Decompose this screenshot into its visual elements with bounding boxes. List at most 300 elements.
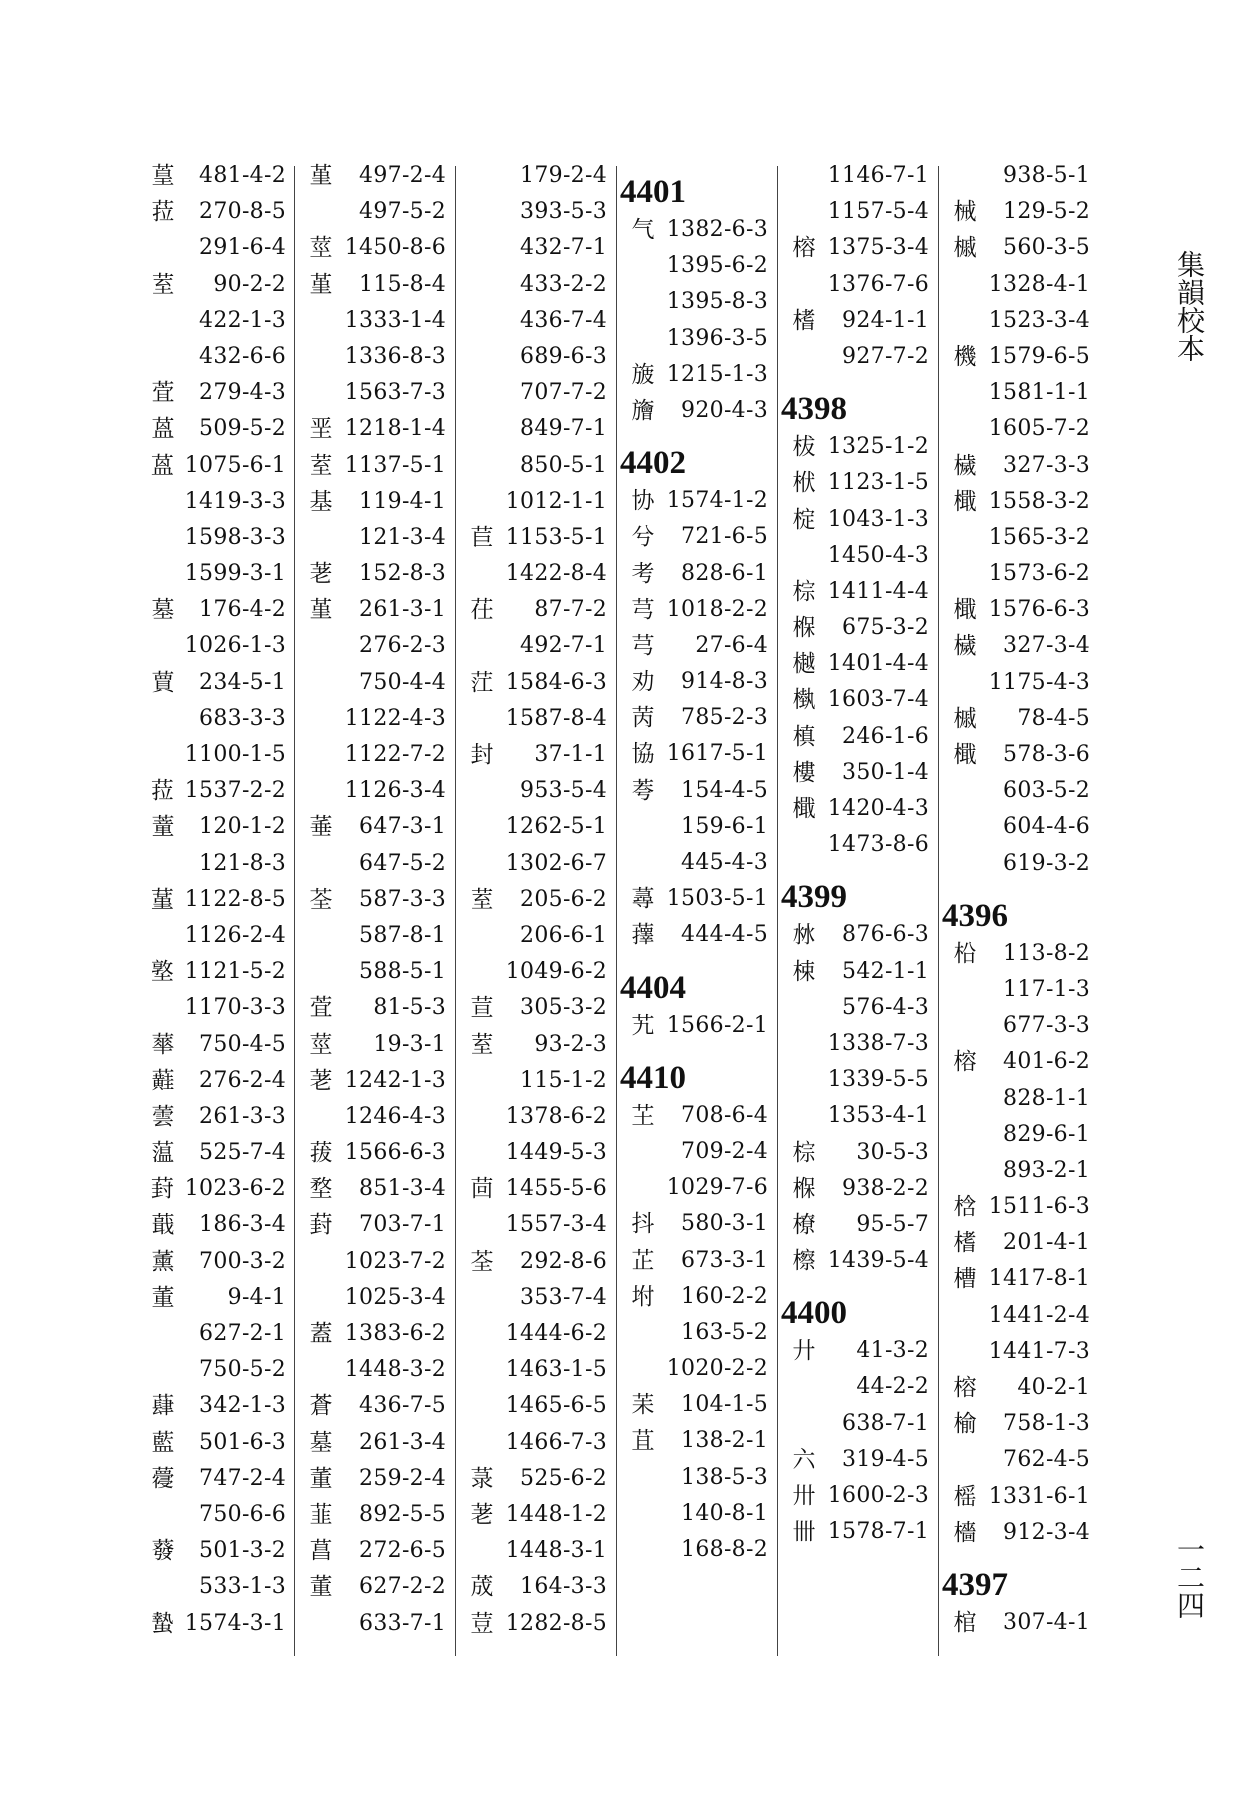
- index-entry: [942, 1044, 1094, 1080]
- entry-reference: 261-3-1: [359, 597, 446, 623]
- entry-character: 蘀: [631, 922, 655, 949]
- entry-character: 荃: [309, 886, 333, 913]
- entry-character: 芎: [631, 632, 655, 659]
- entry-reference: 436-7-5: [359, 1393, 446, 1419]
- entry-reference: 1574-3-1: [184, 1610, 286, 1636]
- entry-character: 荖: [309, 1067, 333, 1094]
- entry-character: 旇: [631, 361, 655, 388]
- entry-reference: 1574-1-2: [666, 488, 768, 514]
- entry-reference: 703-7-1: [359, 1212, 446, 1238]
- entry-reference: 120-1-2: [199, 814, 286, 840]
- section-code: 4400: [781, 1295, 847, 1332]
- entry-character: 芎: [631, 596, 655, 623]
- entry-reference: 1422-8-4: [505, 561, 607, 587]
- index-entry: [942, 1479, 1094, 1515]
- entry-reference: 186-3-4: [199, 1212, 286, 1238]
- index-entry: [298, 411, 450, 447]
- index-entry: [781, 194, 933, 230]
- index-entry: [298, 701, 450, 737]
- index-entry: [620, 845, 772, 881]
- index-entry: [620, 1098, 772, 1134]
- entry-reference: 1587-8-4: [505, 705, 607, 731]
- entry-reference: 1581-1-1: [988, 380, 1090, 406]
- entry-character: 荎: [470, 1031, 494, 1058]
- page-number: 一二四: [1173, 1535, 1206, 1619]
- entry-reference: 1395-8-3: [666, 289, 768, 315]
- section-code: 4402: [620, 445, 686, 482]
- entry-reference: 1170-3-3: [184, 995, 286, 1021]
- column-divider: [616, 166, 617, 1656]
- index-entry: [781, 646, 933, 682]
- entry-reference: 160-2-2: [681, 1283, 768, 1309]
- index-entry: [781, 1207, 933, 1243]
- column-divider: [938, 166, 939, 1656]
- entry-reference: 1020-2-2: [666, 1356, 768, 1382]
- entry-character: 檝: [953, 742, 977, 768]
- index-entry: [781, 429, 933, 465]
- entry-reference: 1325-1-2: [827, 434, 929, 460]
- index-entry: [459, 1461, 611, 1497]
- index-entry: [620, 393, 772, 429]
- entry-reference: 307-4-1: [1003, 1609, 1090, 1635]
- entry-character: 坿: [631, 1283, 655, 1310]
- index-entry: [942, 592, 1094, 628]
- index-entry: [140, 628, 290, 664]
- section-heading: [620, 158, 772, 212]
- section-code: 4397: [942, 1566, 1008, 1603]
- entry-reference: 1411-4-4: [827, 578, 929, 604]
- entry-reference: 683-3-3: [199, 705, 286, 731]
- index-entry: [459, 737, 611, 773]
- entry-character: 韮: [309, 1501, 333, 1528]
- section-heading: [942, 882, 1094, 936]
- entry-reference: 246-1-6: [842, 723, 929, 749]
- index-entry: [298, 990, 450, 1026]
- index-entry: [298, 1207, 450, 1243]
- entry-reference: 1600-2-3: [827, 1483, 929, 1508]
- entry-reference: 1605-7-2: [988, 416, 1090, 442]
- entry-character: 苪: [631, 705, 655, 732]
- index-entry: [459, 1497, 611, 1533]
- entry-reference: 851-3-4: [359, 1176, 446, 1202]
- entry-reference: 276-2-4: [199, 1067, 286, 1093]
- index-entry: [781, 538, 933, 574]
- entry-reference: 350-1-4: [842, 759, 929, 785]
- index-entry: [781, 827, 933, 863]
- index-entry: [140, 1425, 290, 1461]
- entry-character: 茴: [470, 1176, 494, 1203]
- index-entry: [459, 665, 611, 701]
- index-entry: [459, 556, 611, 592]
- entry-reference: 1417-8-1: [988, 1266, 1090, 1292]
- entry-reference: 1282-8-5: [505, 1610, 607, 1636]
- index-entry: [459, 1569, 611, 1605]
- index-entry: [298, 1533, 450, 1569]
- entry-character: 莖: [309, 1031, 333, 1058]
- index-entry: [140, 592, 290, 628]
- entry-character: 荎: [151, 271, 175, 298]
- entry-reference: 259-2-4: [359, 1465, 446, 1491]
- entry-reference: 40-2-1: [1017, 1375, 1090, 1400]
- section-heading: [781, 863, 933, 917]
- entry-character: 苿: [631, 1392, 655, 1419]
- entry-character: 梒: [953, 1194, 977, 1221]
- entry-character: 菈: [151, 199, 175, 226]
- entry-character: 墓: [151, 597, 175, 624]
- index-entry: [140, 448, 290, 484]
- entry-reference: 1617-5-1: [666, 741, 768, 767]
- entry-reference: 1566-6-3: [344, 1140, 446, 1166]
- entry-character: 垩: [309, 416, 333, 443]
- entry-character: 葑: [150, 1176, 174, 1203]
- entry-reference: 785-2-3: [681, 705, 768, 731]
- entry-character: 荿: [470, 1574, 494, 1601]
- entry-reference: 675-3-2: [842, 615, 929, 641]
- entry-character: 榣: [953, 1483, 977, 1510]
- entry-reference: 327-3-4: [1003, 633, 1090, 659]
- entry-reference: 279-4-3: [199, 380, 286, 406]
- entry-reference: 93-2-3: [534, 1031, 607, 1057]
- index-entry: [459, 267, 611, 303]
- entry-reference: 721-6-5: [681, 524, 768, 550]
- entry-character: 榆: [953, 1411, 977, 1438]
- entry-character: 榰: [792, 307, 816, 334]
- entry-reference: 1302-6-7: [505, 850, 607, 876]
- entry-reference: 201-4-1: [1003, 1230, 1090, 1256]
- index-entry: [942, 303, 1094, 339]
- index-entry: [620, 284, 772, 320]
- entry-reference: 619-3-2: [1003, 850, 1090, 876]
- entry-character: 莖: [309, 235, 333, 262]
- index-entry: [459, 1027, 611, 1063]
- index-entry: [459, 339, 611, 375]
- index-entry: [781, 465, 933, 501]
- index-entry: [140, 701, 290, 737]
- entry-reference: 1246-4-3: [344, 1103, 446, 1129]
- entry-reference: 138-2-1: [681, 1428, 768, 1454]
- entry-reference: 953-5-4: [520, 778, 607, 804]
- index-entry: [298, 230, 450, 266]
- entry-reference: 1153-5-1: [505, 524, 607, 550]
- entry-reference: 1122-4-3: [344, 705, 446, 731]
- entry-reference: 1126-2-4: [184, 922, 286, 948]
- entry-reference: 261-3-4: [359, 1429, 446, 1455]
- index-entry: [140, 809, 290, 845]
- entry-reference: 1578-7-1: [827, 1519, 929, 1545]
- entry-character: 槽: [953, 1266, 977, 1293]
- entry-character: 封: [470, 742, 494, 768]
- entry-character: 檝: [792, 796, 816, 822]
- entry-reference: 163-5-2: [681, 1319, 768, 1345]
- entry-reference: 1396-3-5: [666, 325, 768, 351]
- entry-character: 卌: [792, 1519, 816, 1546]
- index-entry: [459, 628, 611, 664]
- entry-character: 劝: [631, 669, 655, 696]
- index-entry: [140, 1207, 290, 1243]
- entry-reference: 1018-2-2: [666, 596, 768, 622]
- entry-reference: 501-3-2: [199, 1538, 286, 1564]
- section-code: 4396: [942, 897, 1008, 934]
- entry-character: 堇: [309, 597, 333, 624]
- index-entry: [942, 1081, 1094, 1117]
- entry-character: 蟄: [150, 1610, 174, 1637]
- index-entry: [781, 230, 933, 266]
- entry-character: 蕼: [151, 1393, 175, 1420]
- section-heading: [781, 375, 933, 429]
- index-entry: [459, 1171, 611, 1207]
- index-entry: [459, 701, 611, 737]
- entry-reference: 30-5-3: [856, 1139, 929, 1165]
- entry-character: 考: [631, 560, 655, 587]
- entry-character: 葟: [151, 163, 175, 189]
- entry-reference: 117-1-3: [1003, 976, 1090, 1002]
- entry-reference: 305-3-2: [520, 995, 607, 1021]
- index-entry: [781, 303, 933, 339]
- index-entry: [459, 1316, 611, 1352]
- column-divider: [777, 166, 778, 1656]
- entry-reference: 938-5-1: [1003, 163, 1090, 188]
- index-entry: [781, 1406, 933, 1442]
- entry-character: 蕁: [631, 886, 655, 913]
- entry-reference: 205-6-2: [520, 886, 607, 912]
- index-entry: [459, 592, 611, 628]
- entry-character: 協: [631, 741, 655, 768]
- index-entry: [459, 846, 611, 882]
- index-entry: [298, 1099, 450, 1135]
- section-heading: [620, 429, 772, 483]
- entry-character: 荎: [470, 886, 494, 913]
- index-entry: [298, 484, 450, 520]
- index-entry: [298, 520, 450, 556]
- entry-character: 梀: [792, 958, 816, 985]
- index-entry: [459, 1063, 611, 1099]
- entry-character: 椺: [792, 615, 816, 642]
- entry-reference: 709-2-4: [681, 1138, 768, 1164]
- index-entry: [459, 1425, 611, 1461]
- entry-reference: 1137-5-1: [344, 452, 446, 478]
- entry-reference: 444-4-5: [681, 922, 768, 948]
- index-entry: [620, 483, 772, 519]
- entry-reference: 1441-7-3: [988, 1338, 1090, 1364]
- entry-reference: 272-6-5: [359, 1538, 446, 1564]
- index-entry: [781, 1369, 933, 1405]
- entry-reference: 1023-6-2: [184, 1176, 286, 1202]
- index-entry: [620, 321, 772, 357]
- entry-character: 蒕: [150, 452, 174, 479]
- entry-reference: 1439-5-4: [827, 1248, 929, 1274]
- index-entry: [942, 339, 1094, 375]
- entry-reference: 750-4-5: [199, 1031, 286, 1057]
- entry-character: 蓳: [150, 886, 174, 913]
- index-entry: [298, 1352, 450, 1388]
- entry-character: 苣: [470, 524, 494, 551]
- entry-reference: 1353-4-1: [827, 1103, 929, 1129]
- index-entry: [781, 1098, 933, 1134]
- entry-reference: 115-1-2: [520, 1067, 607, 1093]
- index-entry: [298, 773, 450, 809]
- index-entry: [298, 556, 450, 592]
- index-entry: [942, 665, 1094, 701]
- entry-reference: 1523-3-4: [988, 307, 1090, 333]
- index-entry: [140, 1316, 290, 1352]
- entry-character: 蕟: [151, 1538, 175, 1565]
- index-entry: [620, 1206, 772, 1242]
- index-entry: [140, 1533, 290, 1569]
- entry-reference: 121-8-3: [199, 850, 286, 876]
- entry-reference: 1049-6-2: [505, 959, 607, 985]
- index-entry: [459, 1388, 611, 1424]
- entry-reference: 436-7-4: [520, 307, 607, 333]
- entry-character: 蕫: [151, 814, 175, 841]
- index-entry: [140, 1352, 290, 1388]
- entry-character: 檝: [953, 597, 977, 624]
- index-entry: [942, 936, 1094, 972]
- index-entry: [620, 1243, 772, 1279]
- entry-reference: 876-6-3: [842, 922, 929, 948]
- index-entry: [781, 1062, 933, 1098]
- entry-reference: 87-7-2: [534, 597, 607, 623]
- index-entry: [459, 773, 611, 809]
- entry-character: 萓: [151, 380, 175, 407]
- index-entry: [298, 194, 450, 230]
- entry-character: 橑: [792, 1211, 816, 1238]
- entry-reference: 138-5-3: [681, 1464, 768, 1490]
- index-entry: [140, 303, 290, 339]
- index-entry: [620, 212, 772, 248]
- index-entry: [298, 1425, 450, 1461]
- index-entry: [620, 519, 772, 555]
- entry-reference: 1012-1-1: [505, 488, 607, 514]
- entry-reference: 1565-3-2: [988, 524, 1090, 550]
- index-entry: [459, 158, 611, 194]
- entry-reference: 747-2-4: [199, 1465, 286, 1491]
- index-entry: [140, 267, 290, 303]
- index-entry: [459, 448, 611, 484]
- index-entry: [781, 719, 933, 755]
- entry-reference: 587-3-3: [359, 886, 446, 912]
- entry-character: 菝: [309, 1140, 333, 1167]
- entry-reference: 9-4-1: [227, 1284, 286, 1310]
- entry-reference: 152-8-3: [359, 561, 446, 587]
- entry-reference: 261-3-3: [199, 1103, 286, 1129]
- entry-character: 荖: [309, 561, 333, 588]
- entry-reference: 1333-1-4: [344, 307, 446, 333]
- entry-character: 蘉: [151, 1465, 175, 1492]
- entry-reference: 603-5-2: [1003, 778, 1090, 804]
- entry-character: 蕰: [151, 1140, 175, 1167]
- entry-reference: 1339-5-5: [827, 1067, 929, 1093]
- entry-reference: 1121-5-2: [184, 959, 286, 985]
- entry-character: 栿: [792, 470, 816, 497]
- entry-character: 槭: [953, 705, 977, 732]
- entry-reference: 587-8-1: [359, 922, 446, 948]
- entry-reference: 893-2-1: [1003, 1157, 1090, 1183]
- index-entry: [298, 809, 450, 845]
- index-entry: [620, 917, 772, 953]
- entry-reference: 542-1-1: [842, 958, 929, 984]
- entry-reference: 750-4-4: [359, 669, 446, 695]
- index-entry: [459, 918, 611, 954]
- index-entry: [140, 411, 290, 447]
- entry-character: 葑: [309, 1212, 333, 1239]
- index-entry: [140, 773, 290, 809]
- entry-character: 蕒: [151, 669, 175, 696]
- entry-reference: 1242-1-3: [344, 1067, 446, 1093]
- index-entry: [620, 1134, 772, 1170]
- entry-reference: 115-8-4: [359, 271, 446, 297]
- index-entry: [942, 1189, 1094, 1225]
- index-entry: [140, 665, 290, 701]
- index-column-3: [459, 158, 611, 1658]
- entry-character: 苴: [631, 1428, 655, 1455]
- entry-character: 艽: [631, 1012, 655, 1039]
- index-entry: [459, 954, 611, 990]
- section-code: 4398: [781, 391, 847, 428]
- entry-reference: 327-3-3: [1003, 452, 1090, 478]
- entry-reference: 633-7-1: [359, 1610, 446, 1636]
- entry-reference: 27-6-4: [695, 632, 768, 658]
- index-entry: [620, 1496, 772, 1532]
- index-entry: [781, 1478, 933, 1514]
- entry-reference: 119-4-1: [359, 488, 446, 514]
- entry-reference: 525-7-4: [199, 1140, 286, 1166]
- entry-reference: 912-3-4: [1003, 1519, 1090, 1545]
- entry-reference: 1420-4-3: [827, 796, 929, 821]
- index-entry: [140, 1171, 290, 1207]
- entry-reference: 1401-4-4: [827, 651, 929, 677]
- index-entry: [942, 972, 1094, 1008]
- index-entry: [620, 736, 772, 772]
- index-entry: [459, 1244, 611, 1280]
- entry-reference: 95-5-7: [856, 1211, 929, 1237]
- index-entry: [781, 1333, 933, 1369]
- index-entry: [620, 1423, 772, 1459]
- entry-character: 棺: [953, 1609, 977, 1636]
- entry-reference: 938-2-2: [842, 1175, 929, 1201]
- index-entry: [140, 1244, 290, 1280]
- index-entry: [298, 1497, 450, 1533]
- index-entry: [781, 990, 933, 1026]
- index-entry: [942, 1153, 1094, 1189]
- entry-reference: 1449-5-3: [505, 1140, 607, 1166]
- index-entry: [942, 1370, 1094, 1406]
- section-code: 4399: [781, 879, 847, 916]
- entry-character: 荳: [470, 1610, 494, 1637]
- entry-reference: 422-1-3: [199, 307, 286, 333]
- index-entry: [298, 1280, 450, 1316]
- entry-reference: 689-6-3: [520, 343, 607, 369]
- entry-reference: 121-3-4: [359, 524, 446, 550]
- entry-reference: 533-1-3: [199, 1574, 286, 1600]
- index-entry: [140, 194, 290, 230]
- index-entry: [298, 339, 450, 375]
- entry-reference: 1450-8-6: [344, 235, 446, 261]
- index-entry: [781, 502, 933, 538]
- index-entry: [620, 773, 772, 809]
- entry-reference: 104-1-5: [681, 1392, 768, 1418]
- index-entry: [140, 1063, 290, 1099]
- entry-reference: 673-3-1: [681, 1247, 768, 1273]
- entry-character: 荃: [470, 1248, 494, 1275]
- entry-reference: 1558-3-2: [988, 488, 1090, 514]
- entry-character: 榕: [953, 1049, 977, 1076]
- entry-character: 榕: [792, 235, 816, 262]
- section-code: 4404: [620, 969, 686, 1006]
- book-title: 集韻校本: [1173, 250, 1206, 362]
- entry-character: 椗: [792, 506, 816, 533]
- index-entry: [298, 1388, 450, 1424]
- entry-character: 菉: [470, 1465, 494, 1492]
